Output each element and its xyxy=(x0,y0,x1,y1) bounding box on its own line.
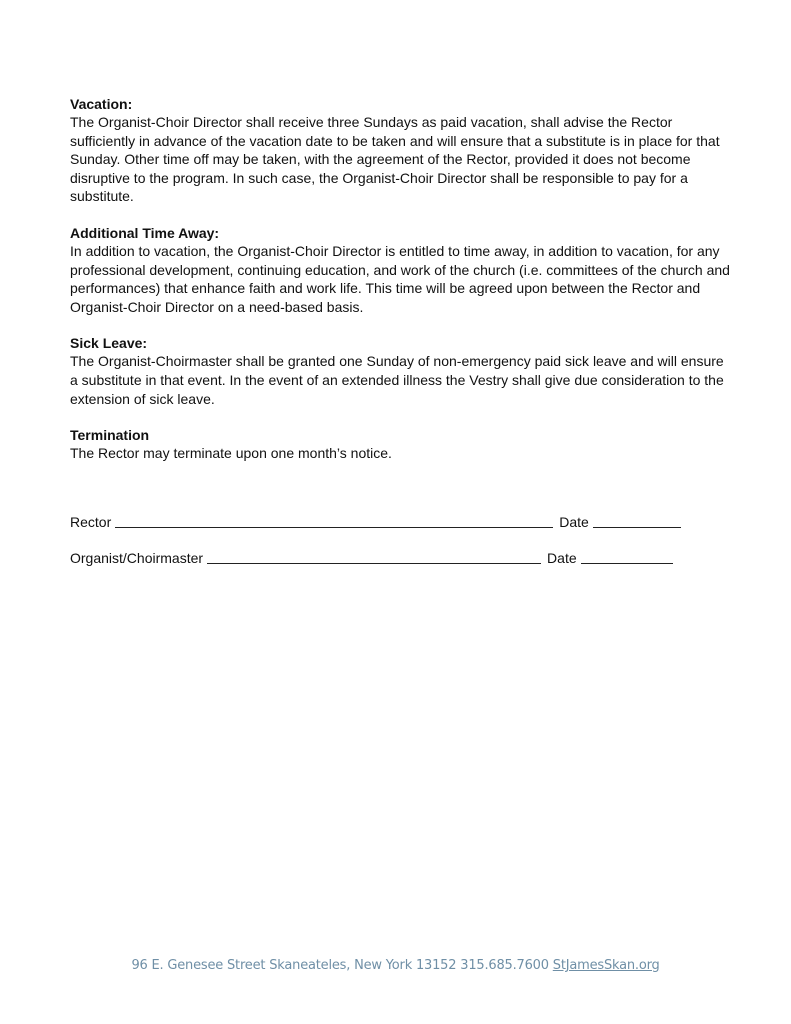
organist-date-line[interactable] xyxy=(581,547,673,564)
section-heading: Sick Leave: xyxy=(70,335,148,352)
organist-date-label: Date xyxy=(547,550,577,566)
section-additional-time-away xyxy=(70,224,730,316)
page-footer xyxy=(0,958,791,973)
section-text: The Rector may terminate upon one month’s notice. xyxy=(70,445,392,462)
document-body xyxy=(70,95,730,481)
rector-label: Rector xyxy=(70,514,112,530)
rector-signature-line[interactable] xyxy=(115,511,553,528)
section-text: The Organist-Choir Director shall receive three Sundays as paid vacation, shall advise the Rector sufficiently in advance of the vacation date to be taken and will ensure that a substitute is in place for that Sunday. Other time off may be taken, with the agreement of the Rector, provided it does not become disruptive to the program. In such case, the Organist-Choir Director shall be responsible to pay for a substitute. xyxy=(70,114,720,205)
section-heading: Vacation: xyxy=(70,96,133,112)
section-text: In addition to vacation, the Organist-Choir Director is entitled to time away, in addition to vacation, for any professional development, continuing education, and work of the church (i.e. committees of the church and performances) that enhance faith and work life. This time will be agreed upon between the Rector and Organist-Choir Director on a need-based basis. xyxy=(70,242,730,315)
footer-address: 96 E. Genesee Street Skaneateles, New York 13152 315.685.7600 xyxy=(131,958,553,973)
section-text: The Organist-Choirmaster shall be granted one Sunday of non-emergency paid sick leave and will ensure a substitute in that event. In the event of an extended illness the Vestry shall give due consideration to the extension of sick leave. xyxy=(70,353,724,407)
section-termination xyxy=(70,426,730,463)
section-sick-leave xyxy=(70,334,730,408)
organist-label: Organist/Choirmaster xyxy=(70,550,204,566)
organist-signature-line[interactable] xyxy=(207,547,541,564)
organist-signature-row xyxy=(70,544,710,566)
rector-date-line[interactable] xyxy=(593,511,681,528)
section-vacation xyxy=(70,95,730,206)
rector-date-label: Date xyxy=(559,514,589,530)
rector-signature-row xyxy=(70,508,710,530)
footer-website-link[interactable]: StJamesSkan.org xyxy=(552,958,660,973)
section-heading: Additional Time Away: xyxy=(70,224,220,241)
section-heading: Termination xyxy=(70,427,150,444)
signature-block xyxy=(70,508,710,580)
